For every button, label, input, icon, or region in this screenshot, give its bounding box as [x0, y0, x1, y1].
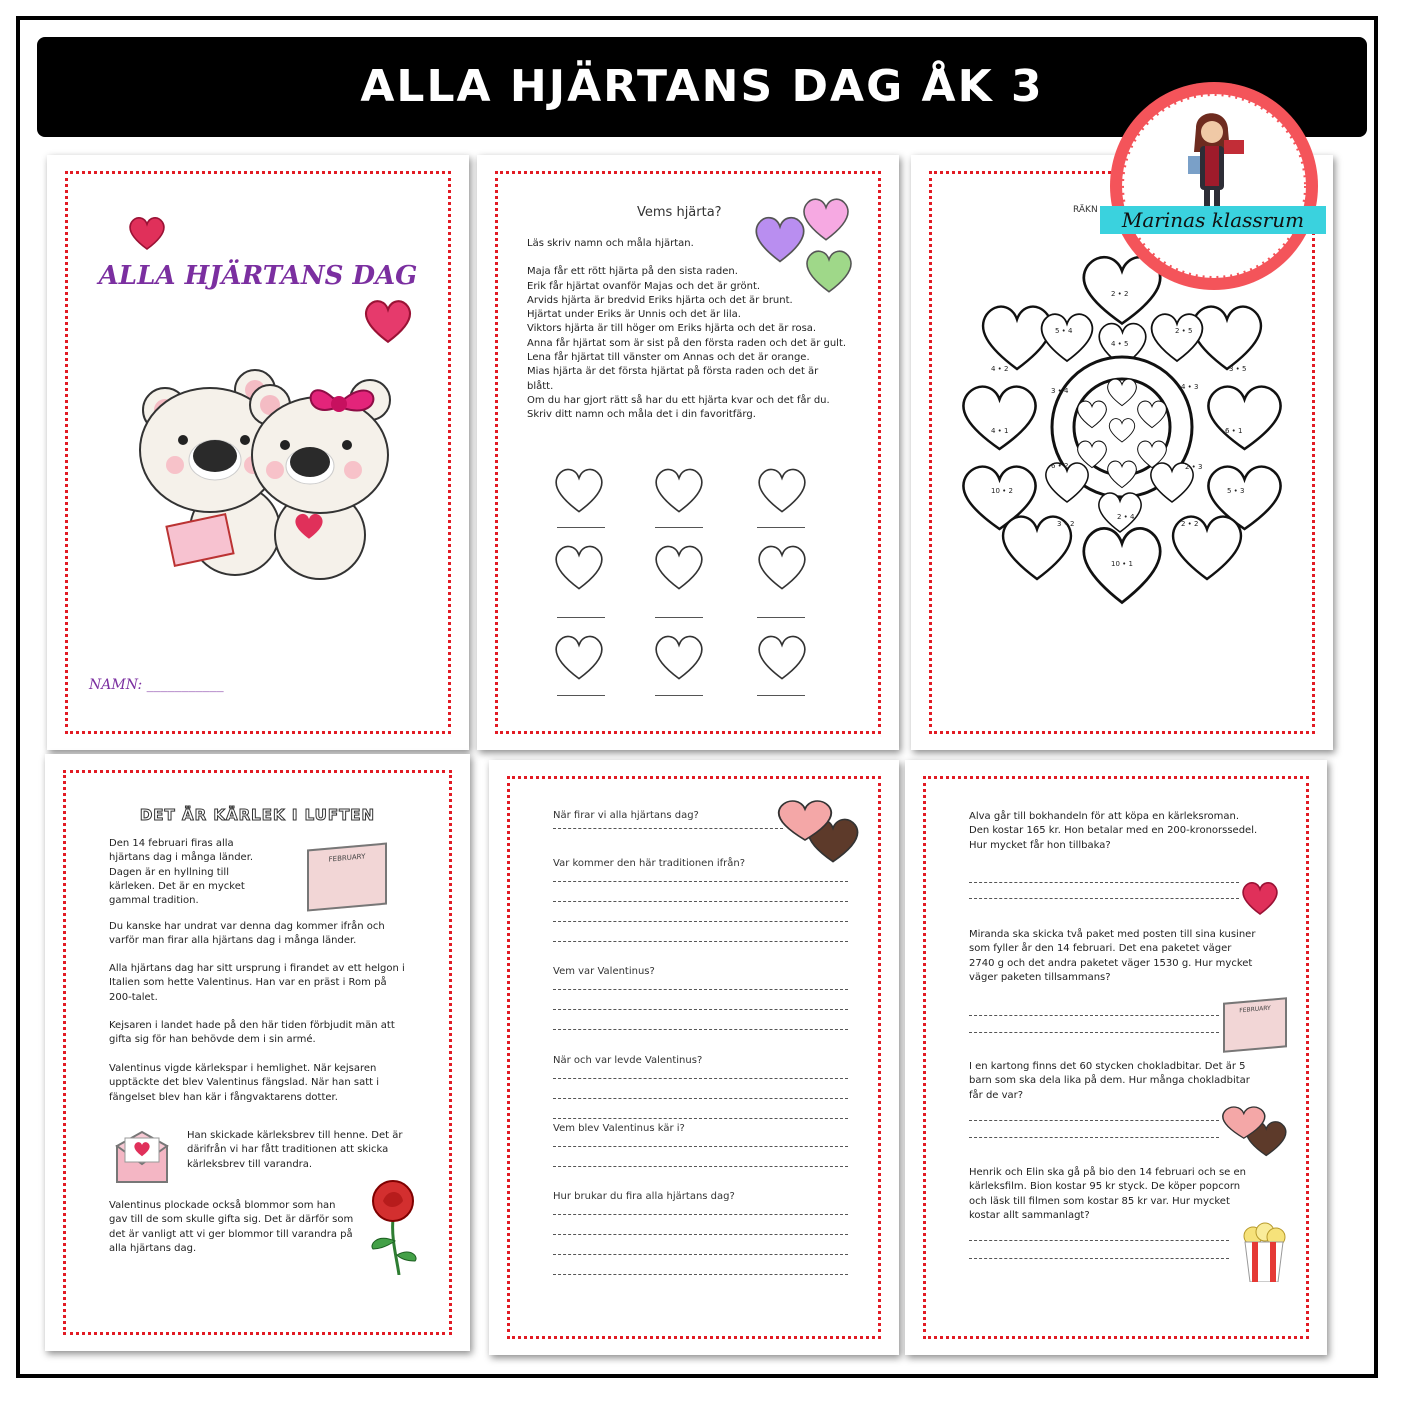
paragraph: Alla hjärtans dag har sitt ursprung i firandet av ett helgon i Italien som hette Valentinus. Han var en präst i Rom på 200-talet.: [109, 963, 405, 1003]
page-title: Vems hjärta?: [637, 205, 722, 220]
page-title-fragment: RÄKN: [1073, 205, 1098, 215]
outline-heart-icon: [549, 630, 609, 684]
envelope-icon: [113, 1128, 171, 1186]
question: Vem blev Valentinus kär i?: [553, 1123, 848, 1191]
banner-title: ALLA HJÄRTANS DAG ÅK 3: [37, 37, 1367, 137]
heart-icon: [362, 295, 414, 347]
cover-page: [47, 155, 469, 750]
outline-heart-icon: [752, 463, 812, 517]
calendar-icon: FEBRUARY: [1223, 997, 1287, 1053]
instructions-text: Läs skriv namn och måla hjärtan. Maja får ett rött hjärta på den sista raden. Erik får hjärtat ovanför Majas och det är grönt. Arvids hjärta är bredvid Eriks hjärta och det är brunt. Hjärtat under Eriks är Unnis och det är lila. Viktors hjärta är till höger om Eriks hjärta och det är rosa. Anna får hjärtat som är sist på den första raden och det är gult. Lena får hjärtat till vänster om Annas och det är orange. Mias hjärta är det första hjärtat på första raden och det är blått. Om du har gjort rätt så har du ett hjärta kvar och det får du. Skriv ditt namn och måla det i din favoritfärg.: [527, 238, 847, 421]
paragraph: Den 14 februari firas alla hjärtans dag i många länder. Dagen är en hyllning till kärleken. Det är en mycket gammal tradition.: [109, 838, 254, 907]
mandala-page: RÄKN 2 • 2 5 • 4 4 • 5 2 • 5 4 • 2 3 • 4 3 • 5 4 • 3 4 • 1 6 • 1 6 • 2 2 • 3 10 • 2 5 • 3 3 • 2 2 • 4 2 • 2 10 • 1: [911, 155, 1333, 750]
answer-line[interactable]: [969, 1137, 1219, 1138]
name-label: NAMN: ___________: [89, 677, 224, 693]
questions-page: [489, 760, 899, 1355]
paragraph: Han skickade kärleksbrev till henne. Det är därifrån vi har fått traditionen att skicka kärleksbrev till varandra.: [187, 1130, 403, 1170]
question: Vem var Valentinus?: [553, 966, 848, 1055]
outline-heart-icon: [649, 463, 709, 517]
answer-line[interactable]: [969, 1120, 1219, 1121]
question: Hur brukar du fira alla hjärtans dag?: [553, 1191, 848, 1281]
logo-text: Marinas klassrum: [1100, 206, 1326, 234]
cover-title: ALLA HJÄRTANS DAG: [98, 261, 418, 291]
badge-icon: [1108, 80, 1320, 292]
answer-line[interactable]: [969, 898, 1239, 899]
answer-line[interactable]: [969, 1258, 1229, 1259]
page-title: DET ÄR KÄRLEK I LUFTEN: [139, 806, 376, 824]
calendar-icon: FEBRUARY: [307, 843, 387, 912]
math-problems-page: [905, 760, 1327, 1355]
logo-badge: [1108, 80, 1320, 292]
problem-text: I en kartong finns det 60 stycken chokladbitar. Det är 5 barn som ska dela lika på dem. Hur många chokladbitar får de var?: [969, 1061, 1250, 1101]
answer-line[interactable]: [969, 882, 1239, 883]
outline-heart-icon: [649, 630, 709, 684]
answer-line[interactable]: [969, 1032, 1219, 1033]
outline-heart-icon: [649, 540, 709, 594]
chocolate-box-icon: [1219, 1100, 1291, 1162]
heart-icon: [127, 213, 167, 253]
paragraph: Valentinus plockade också blommor som han gav till de som skulle gifta sig. Det är därför som det är vanligt att vi ger blommor till varandra på alla hjärtans dag.: [109, 1200, 354, 1254]
answer-line[interactable]: [969, 1015, 1219, 1016]
paragraph: Kejsaren i landet hade på den här tiden förbjudit män att gifta sig för han behövde dem i sin armé.: [109, 1020, 395, 1046]
outline-heart-icon: [752, 630, 812, 684]
paragraph: Du kanske har undrat var denna dag kommer ifrån och varför man firar alla hjärtans dag i många länder.: [109, 921, 385, 947]
whose-heart-page: [477, 155, 899, 750]
question: När och var levde Valentinus?: [553, 1055, 848, 1123]
outline-heart-icon: [549, 540, 609, 594]
outline-heart-icon: [752, 540, 812, 594]
question: När firar vi alla hjärtans dag?: [553, 810, 848, 858]
problem-text: Henrik och Elin ska gå på bio den 14 februari och se en kärleksfilm. Bion kostar 95 kr styck. De köper popcorn och läsk till filmen som kostar 85 kr var. Hur mycket kostar allt sammanlagt?: [969, 1167, 1247, 1221]
teddy-bears-illustration: [125, 360, 410, 585]
outline-heart-icon: [549, 463, 609, 517]
rose-icon: [363, 1179, 421, 1275]
problem-text: Miranda ska skicka två paket med posten till sina kusiner som fyller år den 14 februari. Det ena paketet väger 2740 g och det andra paketet väger 1530 g. Hur mycket väger paketen tillsammans?: [969, 929, 1256, 983]
answer-line[interactable]: [969, 1240, 1229, 1241]
problem-text: Alva går till bokhandeln för att köpa en kärleksroman. Den kostar 165 kr. Hon betalar med en 200-kronorssedel. Hur mycket får hon tillbaka?: [969, 811, 1258, 851]
popcorn-icon: [1239, 1222, 1289, 1282]
heart-icon: [1239, 878, 1281, 918]
question: Var kommer den här traditionen ifrån?: [553, 858, 848, 966]
reading-page: [45, 754, 470, 1351]
question-list: [553, 810, 848, 1281]
paragraph: Valentinus vigde kärlekspar i hemlighet. När kejsaren upptäckte det blev Valentinus fängslad. När han satt i fängelset blev han kär i fångvaktarens dotter.: [109, 1063, 379, 1103]
